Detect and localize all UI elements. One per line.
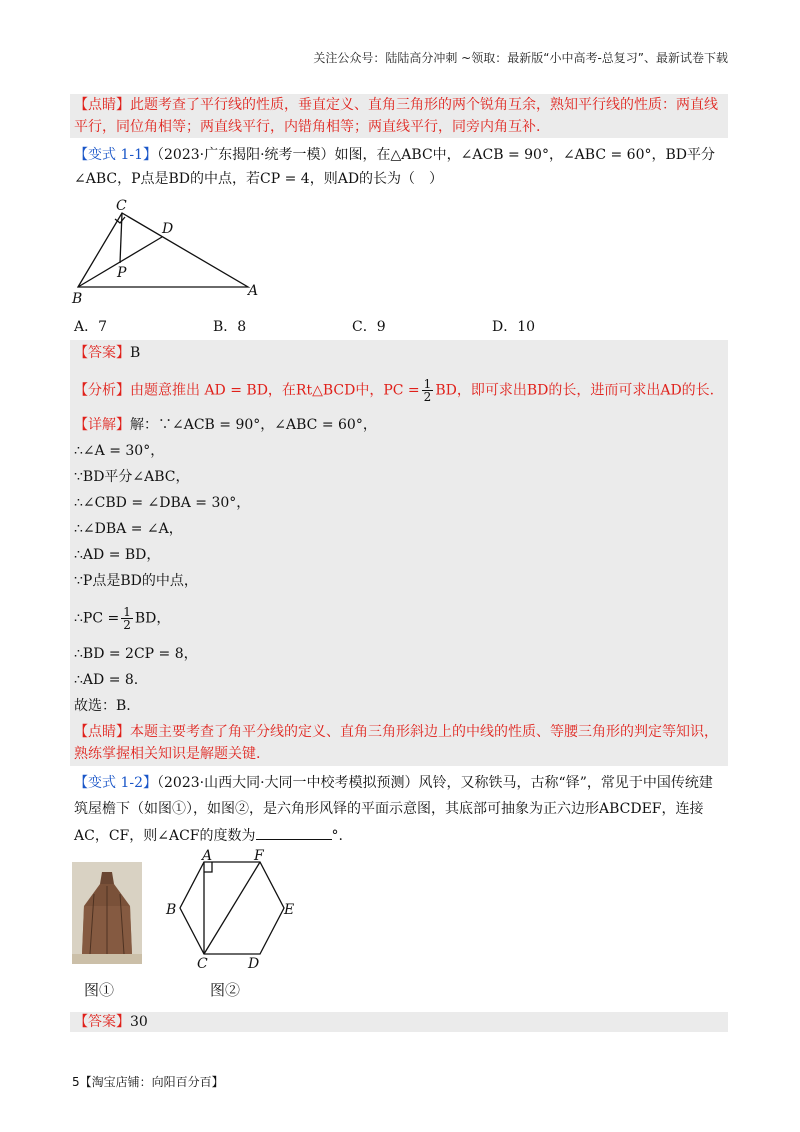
segment-cf: [204, 862, 260, 954]
label-d: D: [248, 956, 260, 972]
photo-base: [72, 954, 142, 964]
pc-post: BD，: [134, 610, 171, 627]
pc-fraction-num: 1: [123, 605, 131, 619]
detail-step: ∵BD平分∠ABC，: [74, 469, 190, 485]
analysis-post: BD，即可求出BD的长，进而可求出AD的长.: [435, 382, 715, 399]
detail-step: ∴∠CBD = ∠DBA = 30°，: [74, 495, 251, 511]
question-2-tag: 【变式 1-2】: [74, 775, 157, 791]
page-footer: 5【淘宝店铺：向阳百分百】: [72, 1075, 224, 1089]
remark-line-1: [74, 95, 718, 115]
label-c: C: [116, 198, 127, 214]
question-2-text-1: 风铃，又称铁马，古称“铎”，常见于中国传统建: [418, 775, 713, 791]
answer-2: [74, 1012, 148, 1032]
question-1-text-1: 如图，在△ABC中，∠ACB = 90°，∠ABC = 60°，BD平分: [334, 147, 716, 163]
analysis-fraction-den: 2: [423, 390, 432, 404]
label-b: B: [166, 902, 177, 918]
question-2-source: （2023·山西大同·大同一中校考模拟预测）: [157, 775, 419, 791]
detail-pc-line: [74, 606, 170, 631]
remark-2-line-1: [74, 722, 718, 742]
caption-figure-1: 图①: [84, 981, 115, 999]
option-a: A．7: [74, 319, 108, 335]
detail-step: ∴AD = 8.: [74, 672, 139, 688]
answer-2-value: 30: [130, 1014, 148, 1030]
answer-2-band: [70, 1012, 728, 1032]
question-2-text-2: 筑屋檐下（如图①），如图②，是六角形风铎的平面示意图，其底部可抽象为正六边形ABCDEF，连接: [74, 801, 704, 817]
detail-tag: 【详解】: [74, 417, 130, 433]
label-f: F: [254, 848, 264, 864]
question-2-text-3: [74, 825, 343, 846]
detail-step: ∴∠DBA = ∠A，: [74, 521, 183, 537]
answer-2-tag: 【答案】: [74, 1014, 130, 1030]
question-1-tag: 【变式 1-1】: [74, 147, 157, 163]
question-2-text-3-post: °.: [331, 828, 343, 844]
remark-text-1: 此题考查了平行线的性质，垂直定义、直角三角形的两个锐角互余，熟知平行线的性质：两直线: [130, 97, 718, 113]
label-a: A: [248, 283, 259, 299]
remark-2-text-1: 本题主要考查了角平分线的定义、直角三角形斜边上的中线的性质、等腰三角形的判定等知识，: [130, 724, 718, 740]
remark-tag: 【点睛】: [74, 97, 130, 113]
answer-1-value: B: [130, 345, 141, 361]
label-c: C: [197, 956, 208, 972]
question-2-text-3-pre: AC，CF，则∠ACF的度数为: [74, 828, 256, 844]
label-b: B: [72, 291, 83, 307]
analysis-1: [74, 378, 714, 403]
question-1-text-2: ∠ABC，P点是BD的中点，若CP = 4，则AD的长为（ ）: [74, 171, 444, 187]
analysis-fraction: [422, 378, 434, 403]
question-2-line-1: [74, 773, 713, 793]
triangle-figure: [70, 195, 270, 307]
answer-blank: [256, 825, 332, 840]
question-1-source: （2023·广东揭阳·统考一模）: [157, 147, 335, 163]
label-p: P: [117, 265, 127, 281]
answer-1-tag: 【答案】: [74, 345, 130, 361]
label-d: D: [162, 221, 174, 237]
remark-2-text-2: 熟练掌握相关知识是解题关键.: [74, 746, 261, 762]
pc-pre: ∴PC =: [74, 610, 120, 627]
analysis-tag: 【分析】: [74, 382, 130, 399]
pc-fraction: [121, 606, 133, 631]
option-c: C．9: [352, 319, 386, 335]
detail-step: ∵P点是BD的中点，: [74, 573, 198, 589]
detail-step: ∴BD = 2CP = 8，: [74, 646, 198, 662]
detail-line-1: [74, 415, 377, 435]
detail-choice: 故选：B.: [74, 698, 131, 714]
detail-step: ∴AD = BD，: [74, 547, 161, 563]
label-e: E: [284, 902, 295, 918]
wind-bell-photo: [72, 862, 142, 964]
option-b: B．8: [213, 319, 247, 335]
remark-text-2: 平行，同位角相等；两直线平行，内错角相等；两直线平行，同旁内角互补.: [74, 119, 541, 135]
solution-band: [70, 340, 728, 766]
option-d: D．10: [492, 319, 536, 335]
question-1-line-1: [74, 145, 715, 165]
caption-figure-2: 图②: [210, 981, 241, 999]
analysis-pre: 由题意推出 AD = BD，在Rt△BCD中，PC =: [130, 382, 420, 399]
answer-1: [74, 343, 140, 363]
analysis-fraction-num: 1: [423, 377, 432, 391]
remark-2-tag: 【点睛】: [74, 724, 130, 740]
bell-top: [100, 872, 114, 884]
hexagon-figure: [162, 848, 302, 972]
page-header: 关注公众号：陆陆高分冲刺 ~领取：最新版“小中高考-总复习”、最新试卷下载: [313, 51, 728, 65]
pc-fraction-den: 2: [123, 618, 131, 632]
label-a: A: [202, 848, 213, 864]
detail-step: ∴∠A = 30°，: [74, 443, 165, 459]
detail-first: 解：∵∠ACB = 90°，∠ABC = 60°，: [130, 417, 377, 433]
